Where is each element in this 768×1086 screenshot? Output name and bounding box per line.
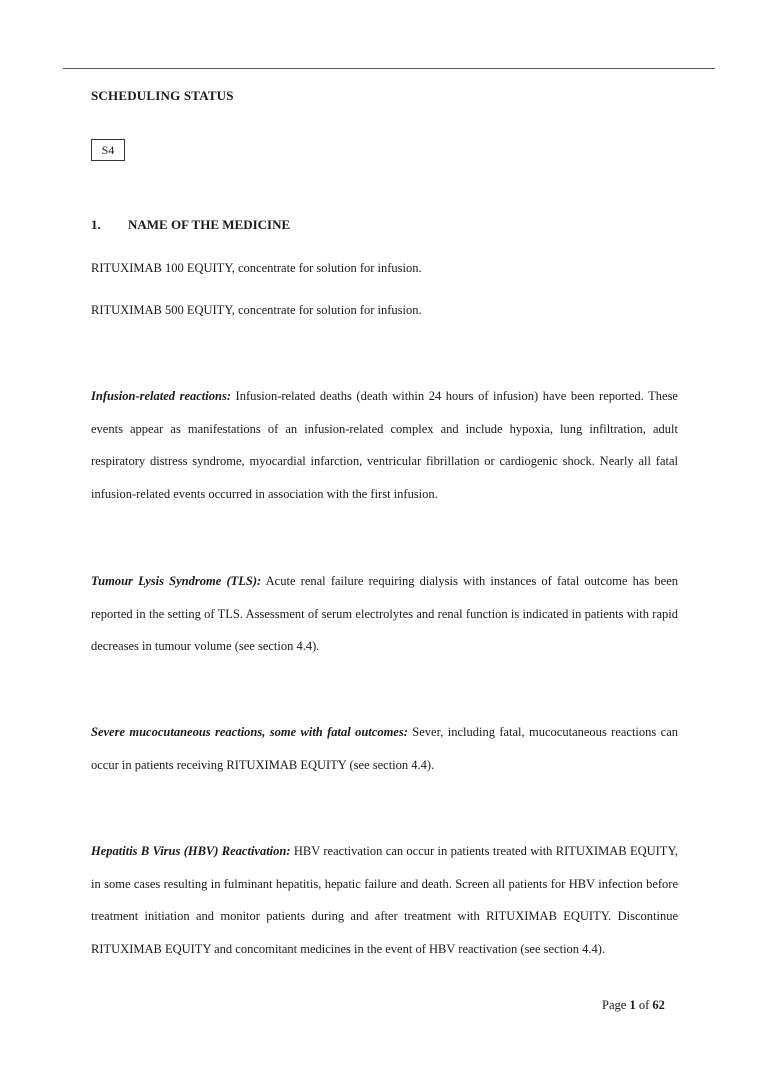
page-current: 1 bbox=[629, 998, 636, 1012]
warning-paragraph-tls bbox=[91, 565, 678, 663]
page-number bbox=[602, 998, 665, 1013]
warning-lead: Infusion-related reactions: bbox=[91, 389, 231, 403]
warning-paragraph-infusion bbox=[91, 380, 678, 510]
schedule-code-box: S4 bbox=[91, 139, 125, 161]
product-name-line: RITUXIMAB 500 EQUITY, concentrate for solution for infusion. bbox=[91, 303, 422, 317]
warning-body: Infusion-related deaths (death within 24 hours of infusion) have been reported. These events appear as manifestations of an infusion-related complex and include hypoxia, lung infiltration, adult respiratory distress syndrome, myocardial infarction, ventricular fibrillation or cardiogenic shock. Nearly all fatal infusion-related events occurred in association with the first infusion. bbox=[91, 389, 678, 501]
page-total: 62 bbox=[652, 998, 665, 1012]
section-number: 1. bbox=[91, 217, 101, 232]
warning-body: Acute renal failure requiring dialysis with instances of fatal outcome has been reported in the setting of TLS. Assessment of serum electrolytes and renal function is indicated in patients with rapid decreases in tumour volume (see section 4.4). bbox=[91, 574, 679, 653]
warning-paragraph-hbv bbox=[91, 835, 678, 965]
warning-paragraph-mucocutaneous bbox=[91, 716, 678, 781]
header-rule bbox=[63, 68, 715, 69]
page-of: of bbox=[635, 998, 653, 1012]
warning-lead: Hepatitis B Virus (HBV) Reactivation: bbox=[91, 844, 291, 858]
warning-body: HBV reactivation can occur in patients treated with RITUXIMAB EQUITY, in some cases resulting in fulminant hepatitis, hepatic failure and death. Screen all patients for HBV infection before treatment initiation and monitor patients during and after treatment with RITUXIMAB EQUITY. Discontinue RITUXIMAB EQUITY and concomitant medicines in the event of HBV reactivation (see section 4.4). bbox=[91, 844, 678, 956]
scheduling-status-heading: SCHEDULING STATUS bbox=[91, 88, 234, 103]
product-name-line: RITUXIMAB 100 EQUITY, concentrate for solution for infusion. bbox=[91, 261, 422, 275]
page-prefix: Page bbox=[602, 998, 630, 1012]
warning-lead: Severe mucocutaneous reactions, some with fatal outcomes: bbox=[91, 725, 408, 739]
section-1-heading bbox=[91, 217, 290, 233]
warning-body: Sever, including fatal, mucocutaneous reactions can occur in patients receiving RITUXIMAB EQUITY (see section 4.4). bbox=[91, 725, 678, 772]
warning-lead: Tumour Lysis Syndrome (TLS): bbox=[91, 574, 262, 588]
section-title: NAME OF THE MEDICINE bbox=[128, 217, 291, 232]
